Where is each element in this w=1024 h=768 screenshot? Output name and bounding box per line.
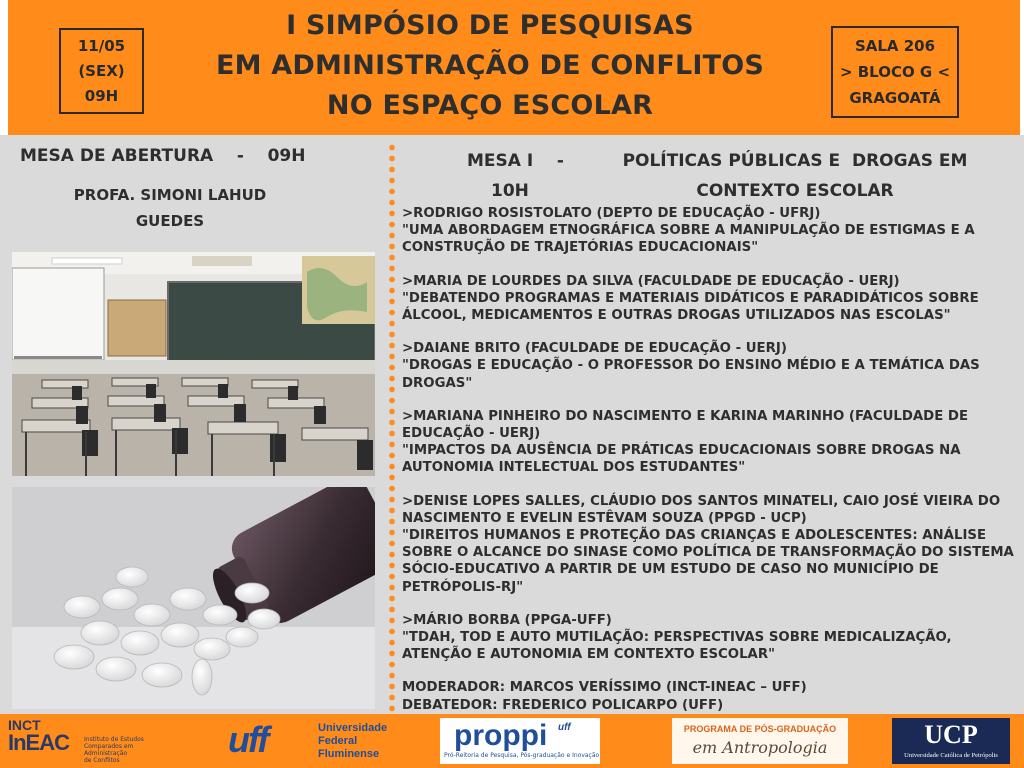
session-time: 10H bbox=[491, 181, 529, 201]
ppga-logo bbox=[672, 718, 848, 764]
pills-illustration bbox=[12, 487, 375, 709]
opening-speaker bbox=[40, 182, 300, 234]
proppi-text: Pró-Reitoria de Pesquisa, Pós-graduação e Inovação bbox=[444, 752, 600, 759]
speaker-line: GUEDES bbox=[135, 212, 205, 230]
date-time: 09H bbox=[84, 86, 119, 105]
uff-text-line: Federal bbox=[318, 735, 358, 747]
proppi-sup: uff bbox=[558, 722, 571, 733]
talk-item bbox=[402, 408, 1014, 477]
talks-list bbox=[402, 205, 1014, 714]
dotted-divider bbox=[389, 142, 395, 714]
ucp-logo bbox=[892, 718, 1010, 764]
title-line: NO ESPAÇO ESCOLAR bbox=[326, 90, 654, 121]
room-box bbox=[831, 26, 959, 118]
room-number: SALA 206 bbox=[854, 37, 936, 55]
inct-ineac-logo bbox=[8, 717, 144, 764]
talk-title: "DEBATENDO PROGRAMAS E MATERIAIS DIDÁTICOS E PARADIDÁTICOS SOBRE ÁLCOOL, MEDICAMENTOS E OUTRAS DROGAS UTILIZADOS NAS ESCOLAS" bbox=[402, 290, 979, 324]
ucp-text: Universidade Católica de Petrópolis bbox=[904, 752, 998, 759]
debater: DEBATEDOR: FREDERICO POLICARPO (UFF) bbox=[402, 697, 724, 713]
talk-title: "UMA ABORDAGEM ETNOGRÁFICA SOBRE A MANIPULAÇÃO DE ESTIGMAS E A CONSTRUÇÃO DE TRAJETÓRIAS EDUCACIONAIS" bbox=[402, 223, 975, 256]
header bbox=[0, 0, 1024, 135]
ppga-line1: PROGRAMA DE PÓS-GRADUAÇÃO bbox=[683, 724, 837, 734]
speaker-line: PROFA. SIMONI LAHUD bbox=[73, 186, 267, 204]
classroom-illustration bbox=[12, 252, 375, 476]
ppga-line2: em Antropologia bbox=[692, 738, 828, 757]
ucp-mark: UCP bbox=[924, 720, 978, 749]
session-name: MESA I - bbox=[467, 151, 564, 171]
uff-text-line: Fluminense bbox=[318, 748, 380, 760]
pills-photo bbox=[12, 487, 375, 709]
opening-session-heading: MESA DE ABERTURA - 09H bbox=[20, 146, 306, 166]
talk-speaker: >MARIA DE LOURDES DA SILVA (FACULDADE DE EDUCAÇÃO - UERJ) bbox=[402, 273, 900, 289]
uff-text-line: Universidade bbox=[318, 722, 388, 734]
proppi-mark: proppi bbox=[454, 719, 548, 752]
talk-item bbox=[402, 340, 1014, 392]
session-topic bbox=[600, 146, 990, 206]
uff-mark: uff bbox=[228, 719, 268, 760]
room-block: > BLOCO G < bbox=[839, 63, 951, 81]
inct-mark: INCT bbox=[8, 717, 41, 733]
title-line: I SIMPÓSIO DE PESQUISAS bbox=[286, 10, 694, 41]
talk-item bbox=[402, 273, 1014, 325]
session-label bbox=[445, 146, 605, 206]
event-title bbox=[170, 6, 810, 126]
talk-speaker: >MARIANA PINHEIRO DO NASCIMENTO E KARINA MARINHO (FACULDADE DE EDUCAÇÃO - UERJ) bbox=[402, 408, 969, 442]
room-campus: GRAGOATÁ bbox=[849, 89, 941, 107]
talk-title: "IMPACTOS DA AUSÊNCIA DE PRÁTICAS EDUCACIONAIS SOBRE DROGAS NA AUTONOMIA INTELECTUAL DOS ESTUDANTES" bbox=[402, 443, 961, 476]
sponsor-footer bbox=[0, 714, 1024, 768]
title-line: EM ADMINISTRAÇÃO DE CONFLITOS bbox=[215, 50, 765, 81]
topic-line: POLÍTICAS PÚBLICAS E DROGAS EM bbox=[622, 151, 968, 171]
moderator: MODERADOR: MARCOS VERÍSSIMO (INCT-INEAC – UFF) bbox=[402, 680, 807, 696]
ineac-mark: InEAC bbox=[8, 730, 69, 755]
talk-item bbox=[402, 205, 1014, 257]
uff-text bbox=[318, 722, 387, 761]
talk-speaker: >RODRIGO ROSISTOLATO (DEPTO DE EDUCAÇÃO - UFRJ) bbox=[402, 206, 821, 221]
talk-title: "TDAH, TOD E AUTO MUTILAÇÃO: PERSPECTIVAS SOBRE MEDICALIZAÇÃO, ATENÇÃO E AUTONOMIA EM CONTEXTO ESCOLAR" bbox=[402, 630, 952, 663]
talk-item bbox=[402, 612, 1014, 664]
proppi-logo bbox=[440, 718, 600, 764]
talk-title: "DIREITOS HUMANOS E PROTEÇÃO DAS CRIANÇAS E ADOLESCENTES: ANÁLISE SOBRE O ALCANCE DO SINASE COMO POLÍTICA DE TRANSFORMAÇÃO DO SISTEMA SÓCIO-EDUCATIVO A PARTIR DE UM ESTUDO DE CASO NO MUNICÍPIO DE PETRÓPOLIS-RJ" bbox=[402, 528, 1014, 595]
inct-text-line: Instituto de Estudos bbox=[84, 736, 144, 743]
inct-text-line: Comparados em Administração bbox=[84, 743, 134, 757]
topic-line: CONTEXTO ESCOLAR bbox=[696, 181, 894, 201]
talk-speaker: >DENISE LOPES SALLES, CLÁUDIO DOS SANTOS MINATELI, CAIO JOSÉ VIEIRA DO NASCIMENTO E EVELIN ESTÊVAM SOUZA (PPGD - UCP) bbox=[402, 493, 1001, 526]
uff-logo bbox=[228, 718, 398, 764]
inct-text bbox=[84, 736, 154, 764]
session-credits bbox=[402, 679, 1014, 713]
inct-text-line: de Conflitos bbox=[84, 757, 120, 764]
talk-speaker: >DAIANE BRITO (FACULDADE DE EDUCAÇÃO - UERJ) bbox=[402, 341, 787, 357]
date-box bbox=[59, 28, 144, 114]
talk-item bbox=[402, 493, 1014, 596]
date-day: 11/05 bbox=[77, 36, 126, 55]
classroom-photo bbox=[12, 252, 375, 476]
talk-speaker: >MÁRIO BORBA (PPGA-UFF) bbox=[402, 612, 612, 628]
date-weekday: (SEX) bbox=[78, 61, 125, 80]
talk-title: "DROGAS E EDUCAÇÃO - O PROFESSOR DO ENSINO MÉDIO E A TEMÁTICA DAS DROGAS" bbox=[402, 358, 980, 391]
